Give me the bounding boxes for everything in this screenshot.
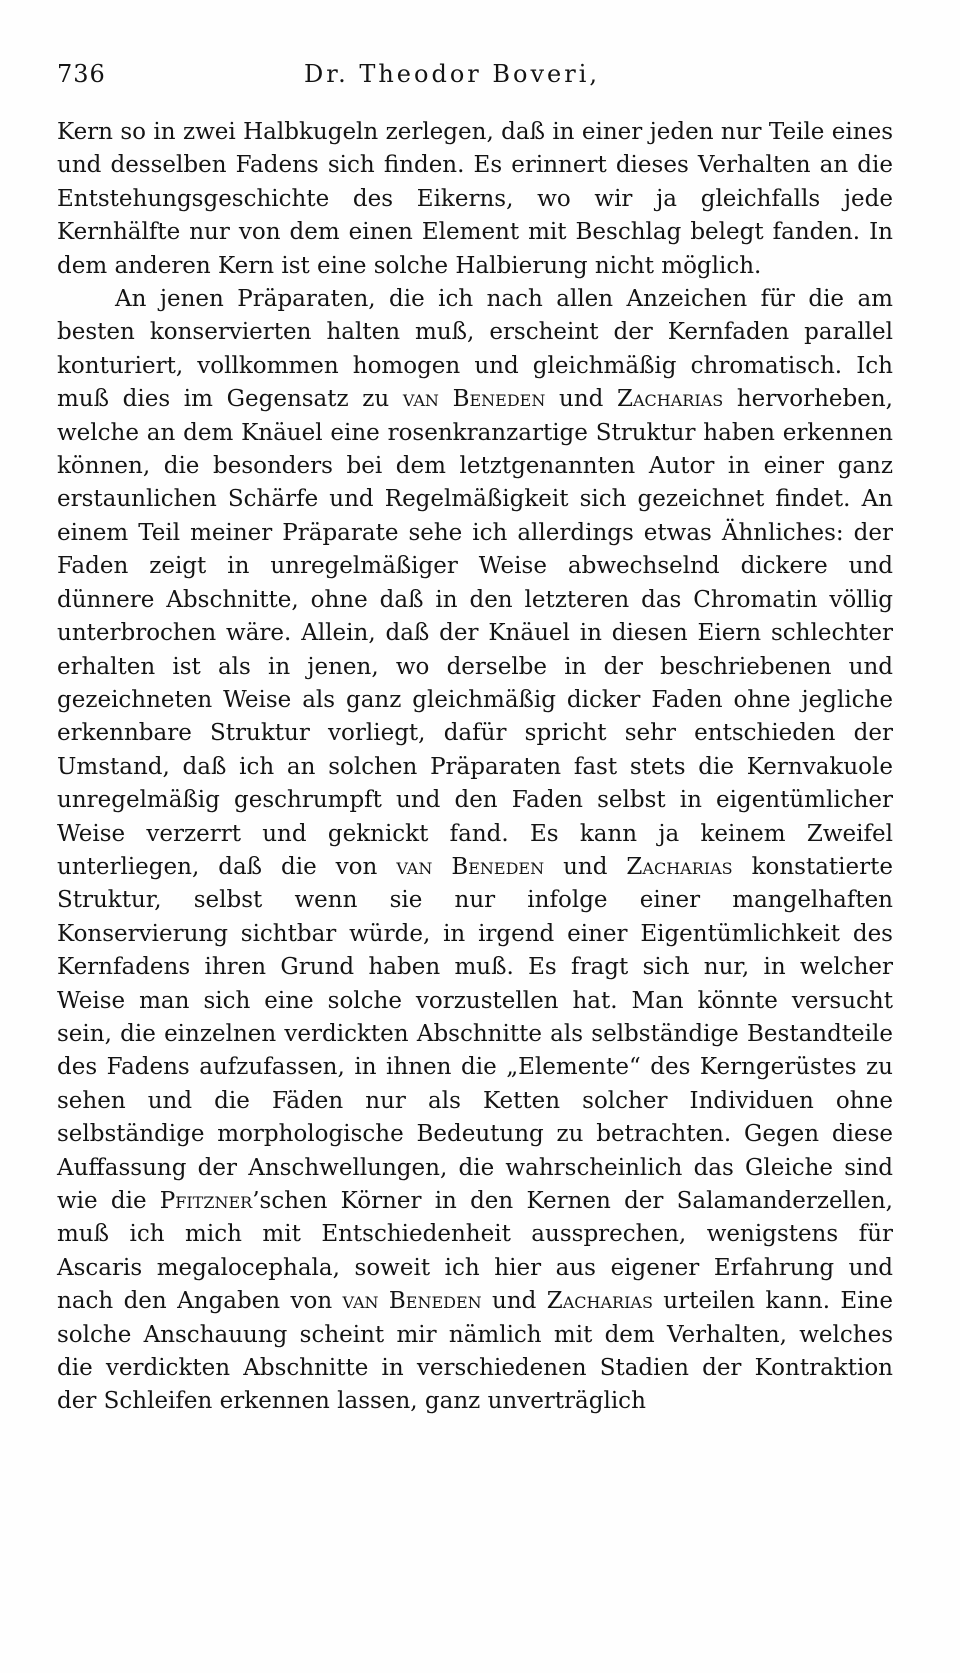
text-run: An jenen Präparaten, die ich nach allen Anzeichen für die am besten konservierten halten muß, erscheint der Kernfaden parallel konturiert, vollkommen homogen und gleichmäßig chromatisch. Ich muß dies im Gegensatz zu xyxy=(57,286,893,413)
page-number: 736 xyxy=(57,60,106,88)
text-run: und xyxy=(481,1288,547,1315)
text-run: konstatierte Struktur, selbst wenn sie nur infolge einer mangelhaften Konservierung sichtbar würde, in irgend einer Eigentümlichkeit des Kernfadens ihren Grund haben muß. Es fragt sich nur, in welcher Weise man sich eine solche vorzustellen hat. Man könnte versucht sein, die einzelnen verdickten Abschnitte als selbständige Bestandteile des Fadens aufzufassen, in ihnen die „Elemente“ des Kerngerüstes zu sehen und die Fäden nur als Ketten solcher Individuen ohne selbständige morphologische Bedeutung zu betrachten. Gegen diese Auffassung der Anschwellungen, die wahrscheinlich das Gleiche sind wie die xyxy=(57,853,893,1214)
text-run: ’schen Körner in den Kernen der Salamanderzellen, muß ich mich mit Entschiedenheit aussprechen, wenigstens für Ascaris megalocephala, soweit ich hier aus eigener Erfahrung und nach den Angaben von xyxy=(57,1188,893,1315)
paragraph xyxy=(57,283,893,1419)
text-run: und xyxy=(545,386,618,413)
author-name: Pfitzner xyxy=(159,1188,253,1214)
author-name: van Beneden xyxy=(396,853,545,880)
text-run: Kern so in zwei Halbkugeln zerlegen, daß in einer jeden nur Teile eines und desselben Fadens sich finden. Es erinnert dieses Verhalten an die Entstehungsgeschichte des Eikerns, wo wir ja gleichfalls jede Kernhälfte nur von dem einen Element mit Beschlag belegt fanden. In dem anderen Kern ist eine solche Halbierung nicht möglich. xyxy=(57,119,893,279)
text-run: und xyxy=(544,853,627,880)
text-run: urteilen kann. Eine solche Anschauung scheint mir nämlich mit dem Verhalten, welches die verdickten Abschnitte in verschiedenen Stadien der Kontraktion der Schleifen erkennen lassen, ganz unverträglich xyxy=(57,1288,893,1415)
author-name: Zacharias xyxy=(617,386,724,413)
author-name: van Beneden xyxy=(342,1288,482,1315)
author-name: Zacharias xyxy=(626,853,733,880)
running-head: Dr. Theodor Boveri, xyxy=(304,60,600,88)
author-name: van Beneden xyxy=(402,386,546,413)
paragraph-continued xyxy=(57,116,893,283)
page-header xyxy=(57,60,897,100)
text-run: hervorheben, welche an dem Knäuel eine rosenkranzartige Struktur haben erkennen können, die besonders bei dem letztgenannten Autor in einer ganz erstaunlichen Schärfe und Regelmäßigkeit sich gezeichnet findet. An einem Teil meiner Präparate sehe ich allerdings etwas Ähnliches: der Faden zeigt in unregelmäßiger Weise abwechselnd dickere und dünnere Abschnitte, ohne daß in den letzteren das Chromatin völlig unterbrochen wäre. Allein, daß der Knäuel in diesen Eiern schlechter erhalten ist als in jenen, wo derselbe in der beschriebenen und gezeichneten Weise als ganz gleichmäßig dicker Faden ohne jegliche erkennbare Struktur vorliegt, dafür spricht sehr entschieden der Umstand, daß ich an solchen Präparaten fast stets die Kernvakuole unregelmäßig geschrumpft und den Faden selbst in eigentümlicher Weise verzerrt und geknickt fand. Es kann ja keinem Zweifel unterliegen, daß die von xyxy=(57,386,893,880)
author-name: Zacharias xyxy=(546,1288,653,1315)
body-text xyxy=(57,116,893,1419)
